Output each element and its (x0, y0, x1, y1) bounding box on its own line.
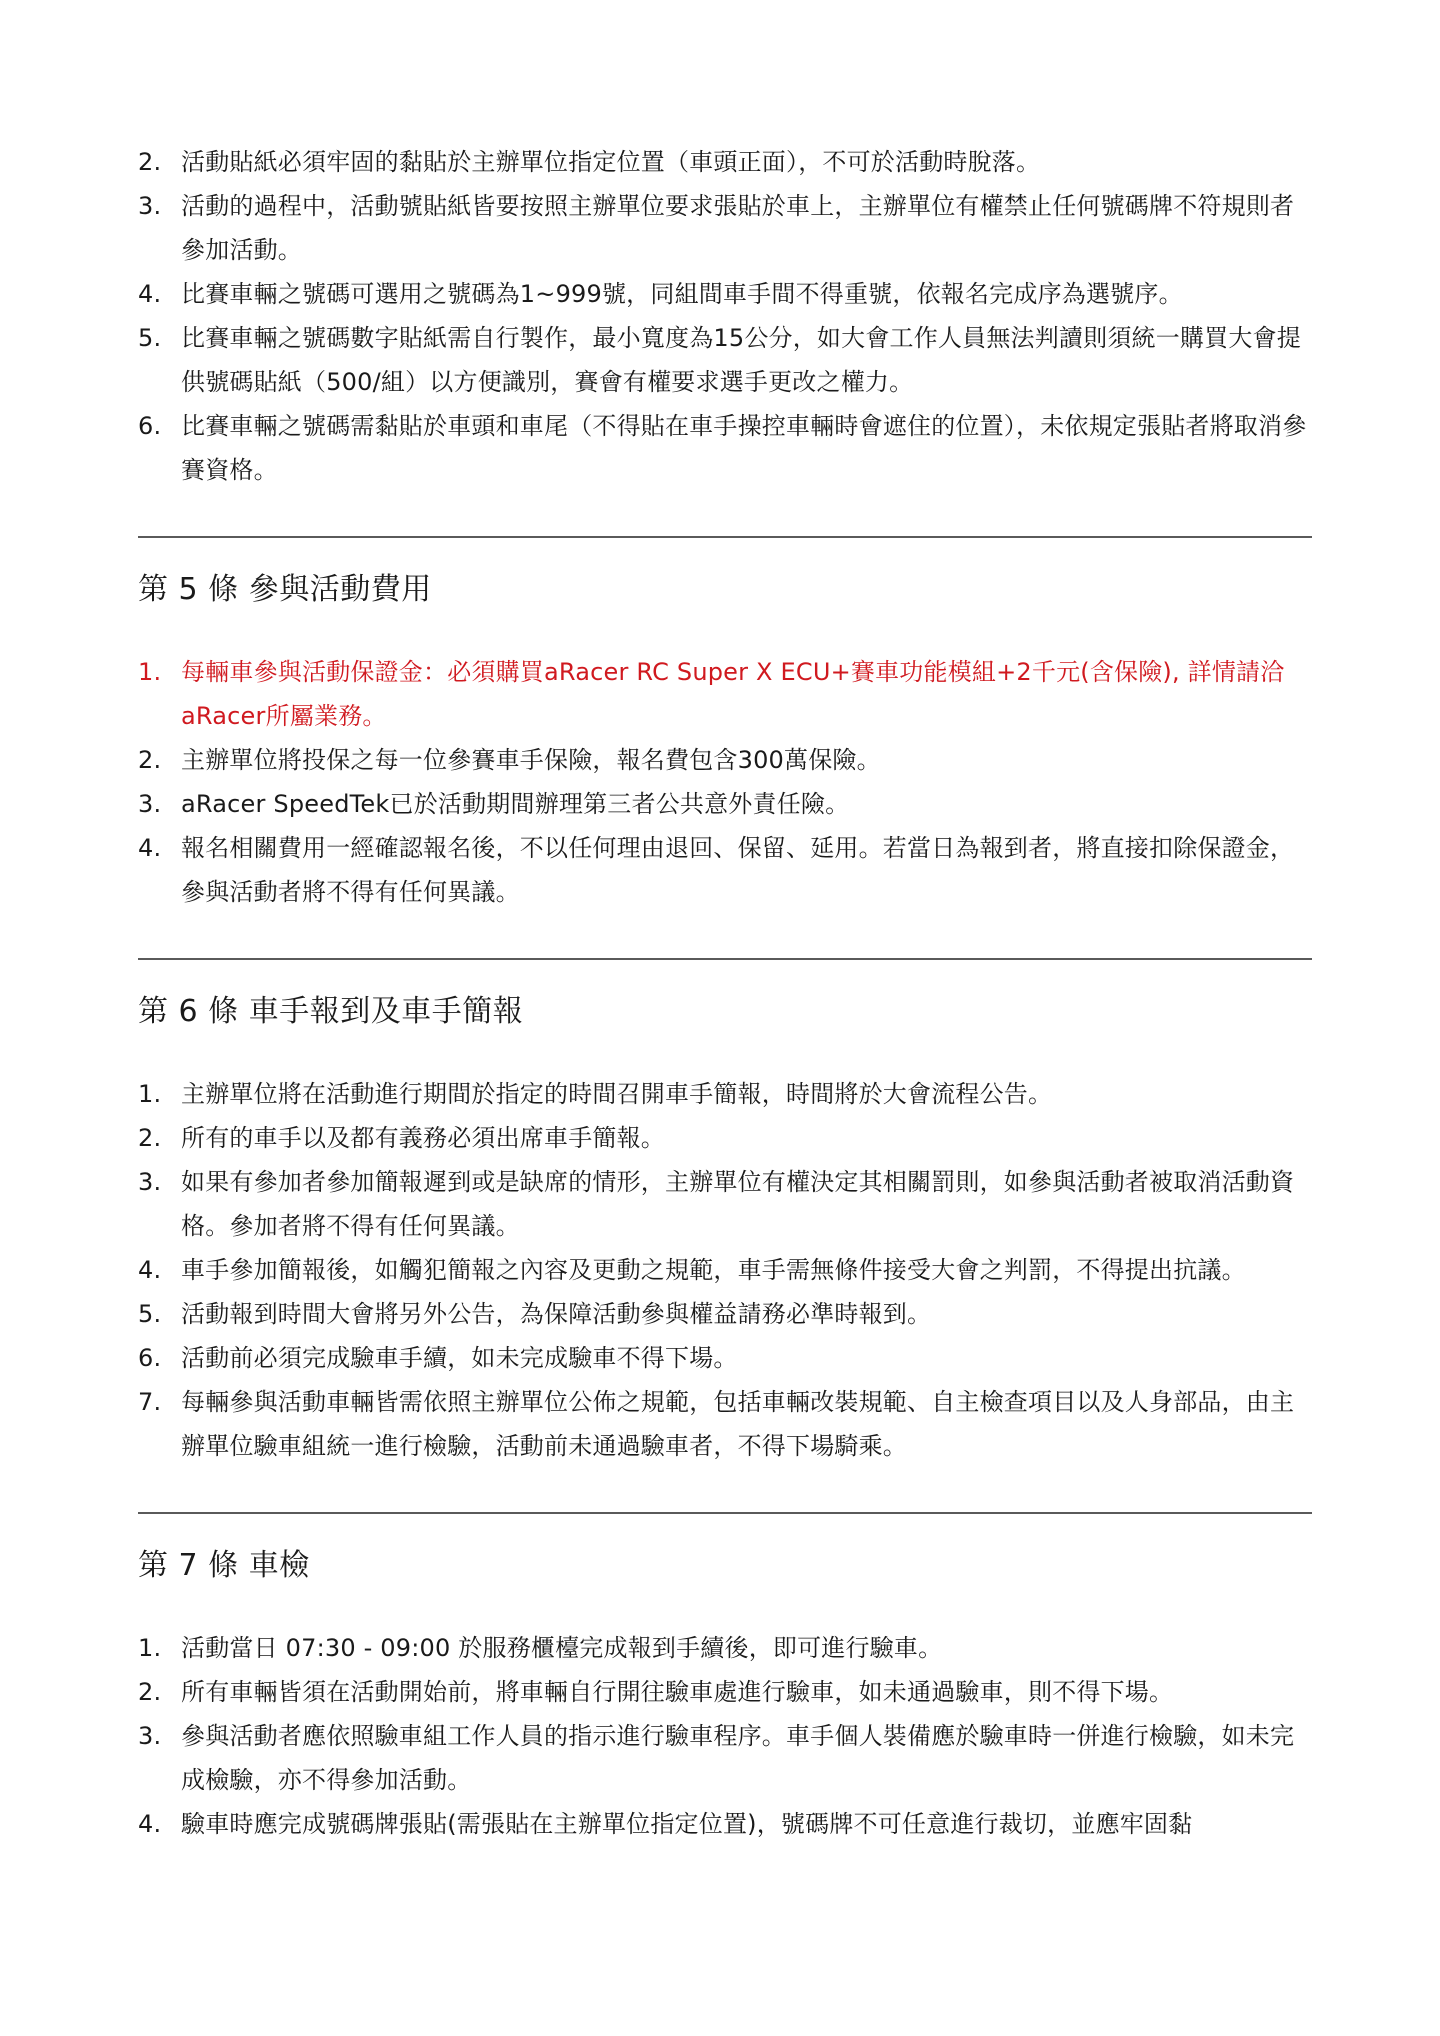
list-number: 2. (138, 1124, 162, 1152)
section-heading-6: 第 6 條 車手報到及車手簡報 (138, 994, 524, 1029)
list-text: 車手參加簡報後，如觸犯簡報之內容及更動之規範，車手需無條件接受大會之判罰，不得提出抗議。 (181, 1256, 1246, 1284)
list-number: 3. (138, 192, 162, 220)
list-number: 4. (138, 280, 162, 308)
list-text: 比賽車輛之號碼需黏貼於車頭和車尾（不得貼在車手操控車輛時會遮住的位置），未依規定張貼者將取消參賽資格。 (181, 412, 1307, 484)
list-number: 6. (138, 412, 162, 440)
list-number: 5. (138, 324, 162, 352)
list-text: 如果有參加者參加簡報遲到或是缺席的情形，主辦單位有權決定其相關罰則，如參與活動者被取消活動資格。參加者將不得有任何異議。 (181, 1168, 1295, 1240)
list-item (138, 1248, 1312, 1292)
list-number: 2. (138, 746, 162, 774)
list-number: 3. (138, 1168, 162, 1196)
list-number: 4. (138, 1810, 162, 1838)
list-item (138, 1802, 1312, 1846)
list-number: 2. (138, 148, 162, 176)
section-divider (138, 1512, 1312, 1514)
list-number: 3. (138, 790, 162, 818)
list-text: 所有的車手以及都有義務必須出席車手簡報。 (181, 1124, 665, 1152)
list-text: 活動報到時間大會將另外公告，為保障活動參與權益請務必準時報到。 (181, 1300, 932, 1328)
list-item (138, 1336, 1312, 1380)
list-item (138, 316, 1312, 404)
list-item (138, 1380, 1312, 1468)
list-item (138, 272, 1312, 316)
section-heading-5: 第 5 條 參與活動費用 (138, 572, 432, 607)
list-text: 比賽車輛之號碼可選用之號碼為1~999號，同組間車手間不得重號，依報名完成序為選號序。 (181, 280, 1183, 308)
list-item (138, 1714, 1312, 1802)
list-item (138, 1292, 1312, 1336)
list-item (138, 1072, 1312, 1116)
rules-list-section6 (138, 1072, 1312, 1468)
list-text: 比賽車輛之號碼數字貼紙需自行製作，最小寬度為15公分，如大會工作人員無法判讀則須統一購買大會提供號碼貼紙（500/組）以方便識別，賽會有權要求選手更改之權力。 (181, 324, 1301, 396)
list-item (138, 1626, 1312, 1670)
list-number: 2. (138, 1678, 162, 1706)
list-text: 活動前必須完成驗車手續，如未完成驗車不得下場。 (181, 1344, 738, 1372)
list-number: 1. (138, 658, 162, 686)
list-text: 活動貼紙必須牢固的黏貼於主辦單位指定位置（車頭正面），不可於活動時脫落。 (181, 148, 1041, 176)
rules-list-section7 (138, 1626, 1312, 1846)
list-item (138, 1670, 1312, 1714)
list-text: 所有車輛皆須在活動開始前，將車輛自行開往驗車處進行驗車，如未通過驗車，則不得下場。 (181, 1678, 1174, 1706)
list-text: 驗車時應完成號碼牌張貼(需張貼在主辦單位指定位置)，號碼牌不可任意進行裁切，並應牢固黏 (181, 1810, 1193, 1838)
list-item (138, 404, 1312, 492)
list-text: 每輛參與活動車輛皆需依照主辦單位公佈之規範，包括車輛改裝規範、自主檢查項目以及人身部品，由主辦單位驗車組統一進行檢驗，活動前未通過驗車者，不得下場騎乘。 (181, 1388, 1295, 1460)
rules-list-section5 (138, 650, 1312, 914)
rules-list-section4 (138, 140, 1312, 492)
list-number: 5. (138, 1300, 162, 1328)
list-text: aRacer SpeedTek已於活動期間辦理第三者公共意外責任險。 (181, 790, 850, 818)
list-item (138, 826, 1312, 914)
list-item (138, 184, 1312, 272)
list-item (138, 738, 1312, 782)
list-text: 活動當日 07:30 - 09:00 於服務櫃檯完成報到手續後，即可進行驗車。 (181, 1634, 943, 1662)
list-item (138, 140, 1312, 184)
list-number: 3. (138, 1722, 162, 1750)
list-text: 主辦單位將投保之每一位參賽車手保險，報名費包含300萬保險。 (181, 746, 881, 774)
list-text: 活動的過程中，活動號貼紙皆要按照主辦單位要求張貼於車上，主辦單位有權禁止任何號碼牌不符規則者參加活動。 (181, 192, 1295, 264)
list-item (138, 1116, 1312, 1160)
list-item (138, 1160, 1312, 1248)
list-text: 每輛車參與活動保證金：必須購買aRacer RC Super X ECU+賽車功能模組+2千元(含保險), 詳情請洽aRacer所屬業務。 (181, 658, 1285, 730)
document-page (138, 140, 1312, 1846)
list-text: 參與活動者應依照驗車組工作人員的指示進行驗車程序。車手個人裝備應於驗車時一併進行檢驗，如未完成檢驗，亦不得參加活動。 (181, 1722, 1295, 1794)
list-item (138, 782, 1312, 826)
section-divider (138, 958, 1312, 960)
list-number: 7. (138, 1388, 162, 1416)
section-heading-7: 第 7 條 車檢 (138, 1548, 310, 1583)
list-item-highlighted (138, 650, 1312, 738)
list-number: 1. (138, 1080, 162, 1108)
list-number: 4. (138, 834, 162, 862)
list-text: 主辦單位將在活動進行期間於指定的時間召開車手簡報，時間將於大會流程公告。 (181, 1080, 1053, 1108)
list-text: 報名相關費用一經確認報名後，不以任何理由退回、保留、延用。若當日為報到者，將直接扣除保證金，參與活動者將不得有任何異議。 (181, 834, 1295, 906)
list-number: 1. (138, 1634, 162, 1662)
list-number: 6. (138, 1344, 162, 1372)
list-number: 4. (138, 1256, 162, 1284)
section-divider (138, 536, 1312, 538)
